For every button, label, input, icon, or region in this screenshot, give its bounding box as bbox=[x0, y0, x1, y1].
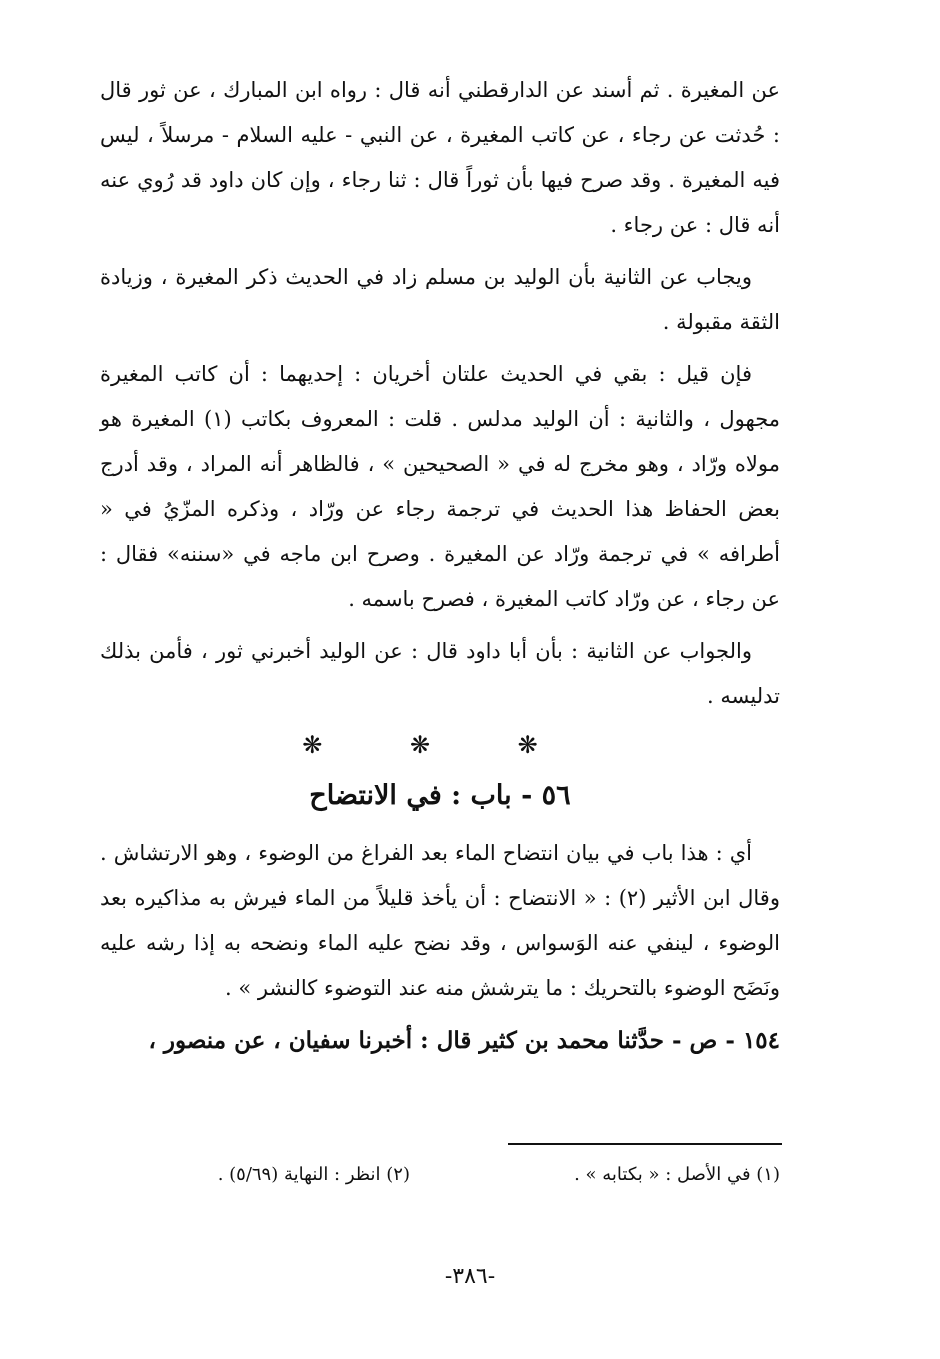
paragraph-4: والجواب عن الثانية : بأن أبا داود قال : عن الوليد أخبرني ثور ، فأمن بذلك تدليسه . bbox=[100, 639, 780, 708]
paragraph-1: عن المغيرة . ثم أسند عن الدارقطني أنه قال : رواه ابن المبارك ، عن ثور قال : حُدثت عن رجاء ، عن كاتب المغيرة ، عن النبي - عليه السلام - مرسلاً ، ليس فيه المغيرة . وقد صرح فيها بأن ثوراً قال : ثنا رجاء ، وإن كان داود قد رُوي عنه أنه قال : عن رجاء . bbox=[100, 78, 780, 237]
paragraph-2: ويجاب عن الثانية بأن الوليد بن مسلم زاد في الحديث ذكر المغيرة ، وزيادة الثقة مقبولة . bbox=[100, 265, 780, 334]
hadith-line: ١٥٤ - ص - حدَّثنا محمد بن كثير قال : أخبرنا سفيان ، عن منصور ، bbox=[148, 1027, 780, 1054]
section-separator: ❋ ❋ ❋ bbox=[302, 731, 578, 759]
chapter-paragraph: أي : هذا باب في بيان انتضاح الماء بعد الفراغ من الوضوء ، وهو الارتشاش . وقال ابن الأثير (٢) : « الانتضاح : أن يأخذ قليلاً من الماء فيرش به مذاكيره بعد الوضوء ، لينفي عنه الوَسواس ، وقد نضح عليه الماء ونضحه به إذا رشه عليه ونَضَح الوضوء بالتحريك : ما يترشش منه عند التوضوء كالنشر » . bbox=[100, 841, 780, 1000]
footnote-divider bbox=[508, 1143, 782, 1145]
footnote-1: (١) في الأصل : « بكتابه » . bbox=[574, 1164, 780, 1185]
footnote-2: (٢) انظر : النهاية (٥/٦٩) . bbox=[217, 1164, 410, 1185]
page-number: -٣٨٦- bbox=[444, 1264, 496, 1289]
page-body bbox=[100, 68, 780, 1063]
paragraph-3: فإن قيل : بقي في الحديث علتان أخريان : إحديهما : أن كاتب المغيرة مجهول ، والثانية : أن الوليد مدلس . قلت : المعروف بكاتب (١) المغيرة هو مولاه ورّاد ، وهو مخرج له في « الصحيحين » ، فالظاهر أنه المراد ، وقد أدرج بعض الحفاظ هذا الحديث في ترجمة رجاء عن ورّاد ، وذكره المزّيُ في « أطرافه » في ترجمة ورّاد عن المغيرة . وصرح ابن ماجه في «سننه» فقال : عن رجاء ، عن ورّاد كاتب المغيرة ، فصرح باسمه . bbox=[100, 362, 780, 611]
chapter-heading: ٥٦ - باب : في الانتضاح bbox=[309, 780, 571, 811]
